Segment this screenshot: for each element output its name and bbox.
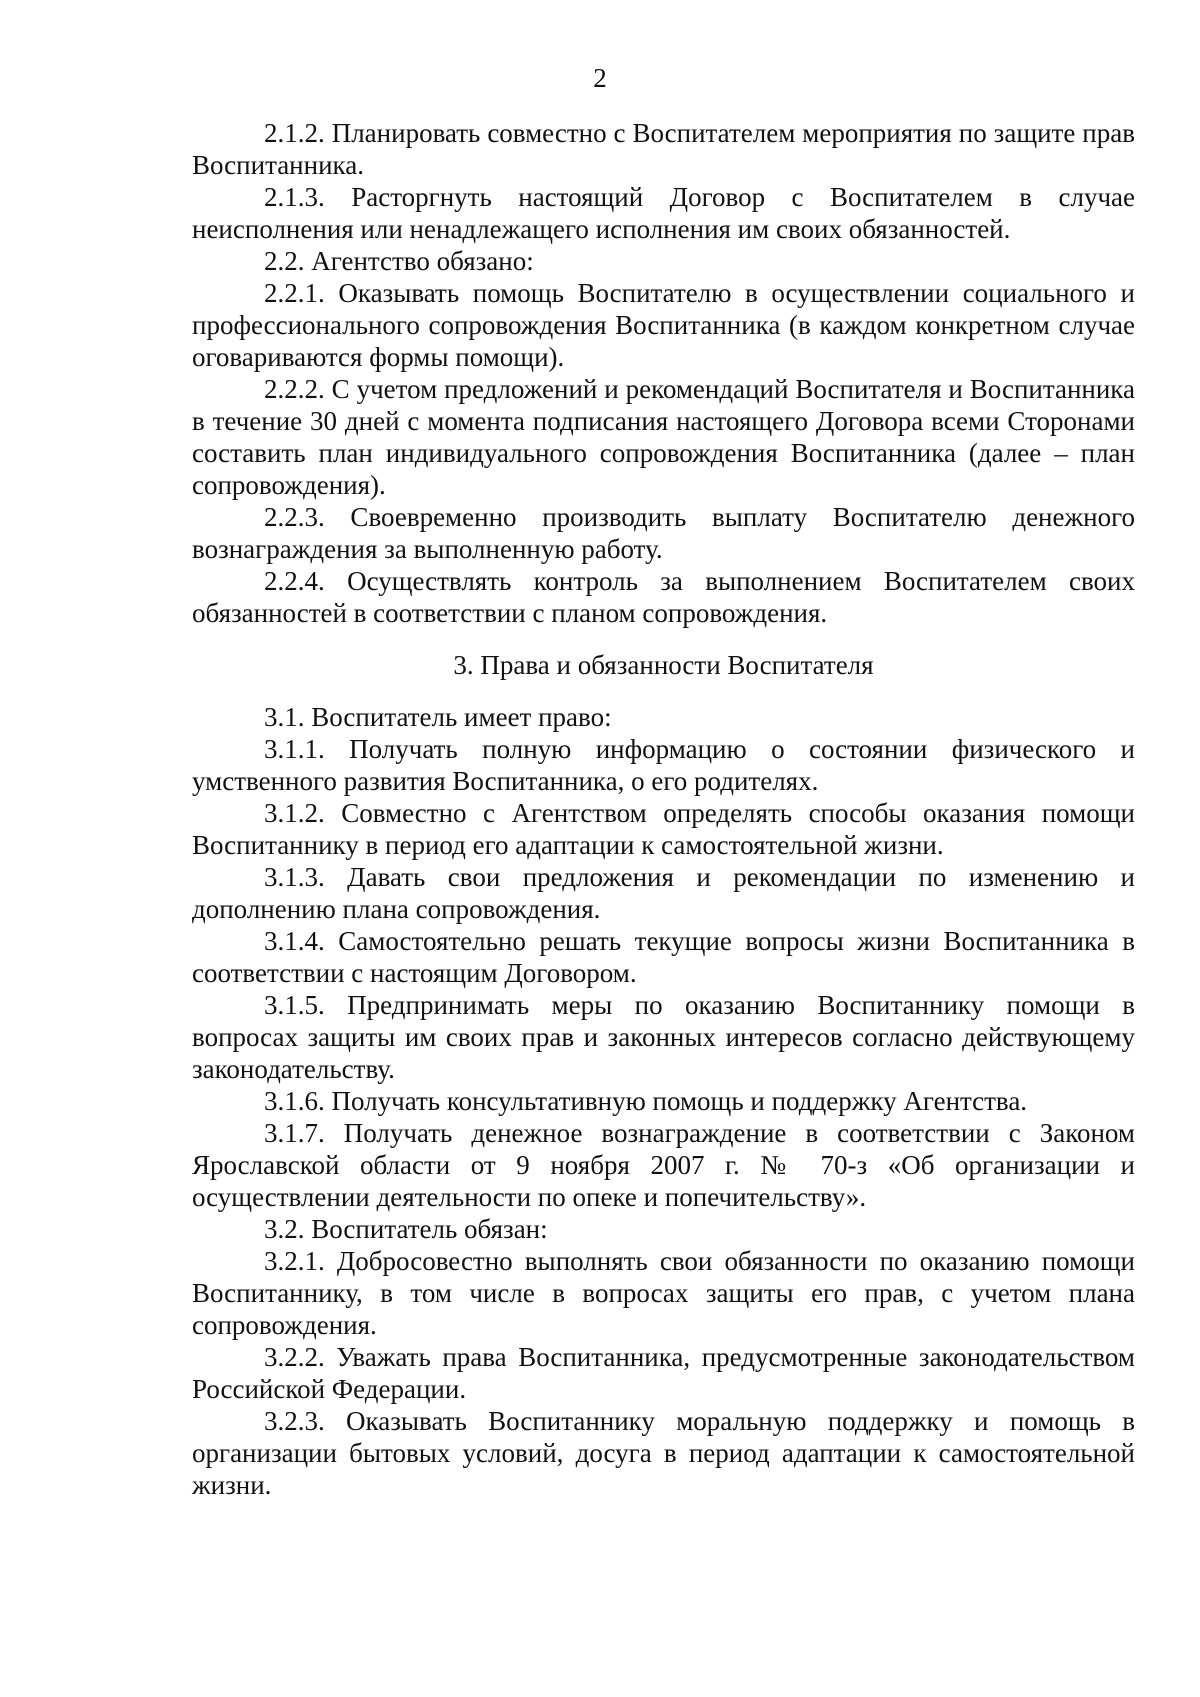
paragraph-2-1-3: 2.1.3. Расторгнуть настоящий Договор с Воспитателем в случае неисполнения или ненадлежащего исполнения им своих обязанностей. — [192, 182, 1135, 244]
paragraph-3-1-5: 3.1.5. Предпринимать меры по оказанию Воспитаннику помощи в вопросах защиты им своих прав и законных интересов согласно действующему законодательству. — [192, 990, 1135, 1084]
paragraph-3-1-4: 3.1.4. Самостоятельно решать текущие вопросы жизни Воспитанника в соответствии с настоящим Договором. — [192, 926, 1135, 988]
paragraph-2-2-4: 2.2.4. Осуществлять контроль за выполнением Воспитателем своих обязанностей в соответствии с планом сопровождения. — [192, 566, 1135, 628]
paragraph-3-1-7: 3.1.7. Получать денежное вознаграждение в соответствии с Законом Ярославской области от 9 ноября 2007 г. № 70-з «Об организации и осуществлении деятельности по опеке и попечительству». — [192, 1118, 1135, 1212]
paragraph-2-2-3: 2.2.3. Своевременно производить выплату Воспитателю денежного вознаграждения за выполненную работу. — [192, 502, 1135, 564]
paragraph-2-2-1: 2.2.1. Оказывать помощь Воспитателю в осуществлении социального и профессионального сопровождения Воспитанника (в каждом конкретном случае оговариваются формы помощи). — [192, 278, 1135, 372]
document-body — [192, 117, 1135, 1501]
paragraph-3-2-2: 3.2.2. Уважать права Воспитанника, предусмотренные законодательством Российской Федерации. — [192, 1342, 1135, 1404]
paragraph-3-2: 3.2. Воспитатель обязан: — [264, 1214, 548, 1244]
paragraph-3-1-3: 3.1.3. Давать свои предложения и рекомендации по изменению и дополнению плана сопровождения. — [192, 862, 1135, 924]
paragraph-3-1-2: 3.1.2. Совместно с Агентством определять способы оказания помощи Воспитаннику в период его адаптации к самостоятельной жизни. — [192, 798, 1135, 860]
paragraph-2-2: 2.2. Агентство обязано: — [264, 246, 534, 276]
paragraph-3-1: 3.1. Воспитатель имеет право: — [264, 702, 612, 732]
paragraph-3-1-1: 3.1.1. Получать полную информацию о состоянии физического и умственного развития Воспитанника, о его родителях. — [192, 734, 1135, 796]
paragraph-3-2-1: 3.2.1. Добросовестно выполнять свои обязанности по оказанию помощи Воспитаннику, в том числе в вопросах защиты его прав, с учетом плана сопровождения. — [192, 1246, 1135, 1340]
paragraph-3-1-6: 3.1.6. Получать консультативную помощь и поддержку Агентства. — [264, 1086, 1028, 1116]
paragraph-2-1-2: 2.1.2. Планировать совместно с Воспитателем мероприятия по защите прав Воспитанника. — [192, 118, 1135, 180]
section-heading: 3. Права и обязанности Воспитателя — [453, 650, 874, 680]
page-number: 2 — [593, 63, 607, 93]
paragraph-2-2-2: 2.2.2. С учетом предложений и рекомендаций Воспитателя и Воспитанника в течение 30 дней с момента подписания настоящего Договора всеми Сторонами составить план индивидуального сопровождения Воспитанника (далее – план сопровождения). — [192, 374, 1135, 500]
paragraph-3-2-3: 3.2.3. Оказывать Воспитаннику моральную поддержку и помощь в организации бытовых условий, досуга в период адаптации к самостоятельной жизни. — [192, 1406, 1135, 1500]
